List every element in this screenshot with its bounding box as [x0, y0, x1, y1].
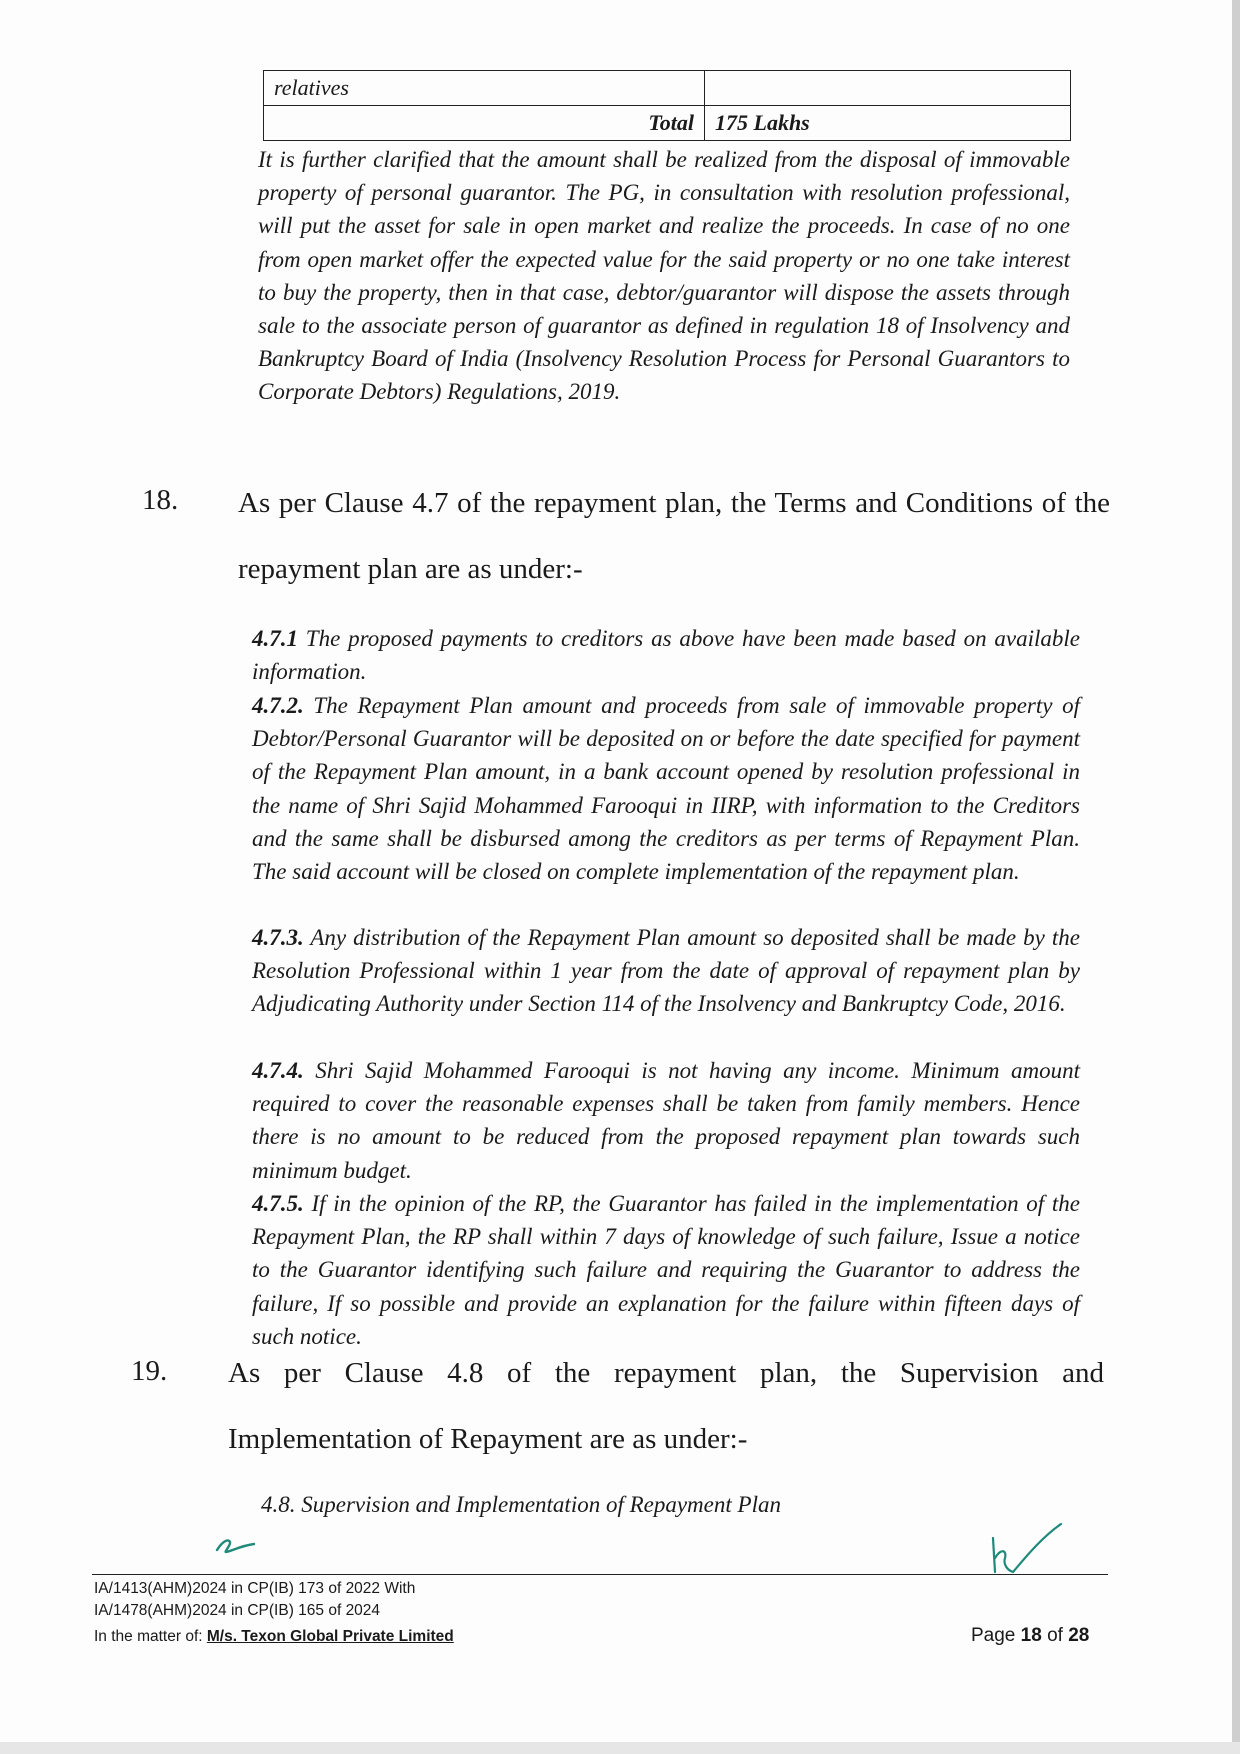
clause-4-7-2 [252, 689, 1080, 888]
matter-party: M/s. Texon Global Private Limited [206, 1628, 454, 1645]
initials-signature-right [985, 1518, 1065, 1580]
clause-4-7-3 [252, 921, 1080, 1021]
clause-number: 4.7.2. [252, 693, 304, 718]
paragraph-19-text: As per Clause 4.8 of the repayment plan, the Supervision and Implementation of Repayment are as under:- [228, 1357, 1104, 1455]
table-cell: relatives [264, 71, 705, 106]
clause-text: The proposed payments to creditors as above have been made based on available information. [252, 626, 1080, 685]
contribution-table [263, 70, 1071, 141]
scan-bottom-edge [0, 1742, 1240, 1754]
paragraph-number-18: 18. [142, 484, 179, 516]
footer-case-line-1: IA/1413(AHM)2024 in CP(IB) 173 of 2022 With [94, 1580, 416, 1597]
page-current: 18 [1020, 1625, 1042, 1646]
paragraph-number-19: 19. [131, 1355, 168, 1387]
clause-number: 4.7.3. [252, 925, 304, 950]
clause-text: The Repayment Plan amount and proceeds from sale of immovable property of Debtor/Personal Guarantor will be deposited on or before the date specified for payment of the Repayment Plan amount, in a bank account opened by resolution professional in the name of Shri Sajid Mohammed Farooqui in IIRP, with information to the Creditors and the same shall be disbursed among the creditors as per terms of Repayment Plan. The said account will be closed on complete implementation of the repayment plan. [252, 693, 1080, 885]
page-label: Page [971, 1625, 1021, 1646]
clause-text: Shri Sajid Mohammed Farooqui is not having any income. Minimum amount required to cover the reasonable expenses shall be taken from family members. Hence there is no amount to be reduced from the proposed repayment plan towards such minimum budget. [252, 1058, 1080, 1183]
footer-matter-line [94, 1626, 454, 1648]
table-row [264, 71, 1071, 106]
clause-number: 4.7.1 [252, 626, 298, 651]
clause-4-7-1 [252, 622, 1080, 688]
table-row [264, 106, 1071, 141]
table-cell [705, 71, 1071, 106]
clause-number: 4.7.5. [252, 1191, 304, 1216]
paragraph-18-text: As per Clause 4.7 of the repayment plan, the Terms and Conditions of the repayment plan are as under:- [238, 487, 1110, 585]
page-number [971, 1625, 1089, 1647]
clause-4-7-4 [252, 1054, 1080, 1187]
clause-text: If in the opinion of the RP, the Guarantor has failed in the implementation of the Repayment Plan, the RP shall within 7 days of knowledge of such failure, Issue a notice to the Guarantor identifying such failure and requiring the Guarantor to address the failure, If so possible and provide an explanation for the failure within fifteen days of such notice. [252, 1191, 1080, 1349]
page-total: 28 [1068, 1625, 1090, 1646]
total-label: Total [264, 106, 705, 141]
clause-number: 4.7.4. [252, 1058, 304, 1083]
clause-4-7-5 [252, 1187, 1080, 1353]
footer-case-line-2: IA/1478(AHM)2024 in CP(IB) 165 of 2024 [94, 1602, 381, 1619]
matter-prefix: In the matter of: [94, 1628, 207, 1645]
initials-signature-left [214, 1532, 260, 1556]
footer-divider [92, 1574, 1108, 1575]
clarification-paragraph: It is further clarified that the amount shall be realized from the disposal of immovable property of personal guarantor. The PG, in consultation with resolution professional, will put the asset for sale in open market and realize the proceeds. In case of no one from open market offer the expected value for the said property or no one take interest to buy the property, then in that case, debtor/guarantor will dispose the assets through sale to the associate person of guarantor as defined in regulation 18 of Insolvency and Bankruptcy Board of India (Insolvency Resolution Process for Personal Guarantors to Corporate Debtors) Regulations, 2019. [258, 147, 1070, 405]
total-value: 175 Lakhs [705, 106, 1071, 141]
section-4-8-heading: 4.8. Supervision and Implementation of Repayment Plan [261, 1492, 781, 1517]
scan-edge-shadow [1232, 0, 1240, 1754]
page-of: of [1041, 1625, 1069, 1646]
clause-text: Any distribution of the Repayment Plan amount so deposited shall be made by the Resolution Professional within 1 year from the date of approval of repayment plan by Adjudicating Authority under Section 114 of the Insolvency and Bankruptcy Code, 2016. [252, 925, 1080, 1017]
